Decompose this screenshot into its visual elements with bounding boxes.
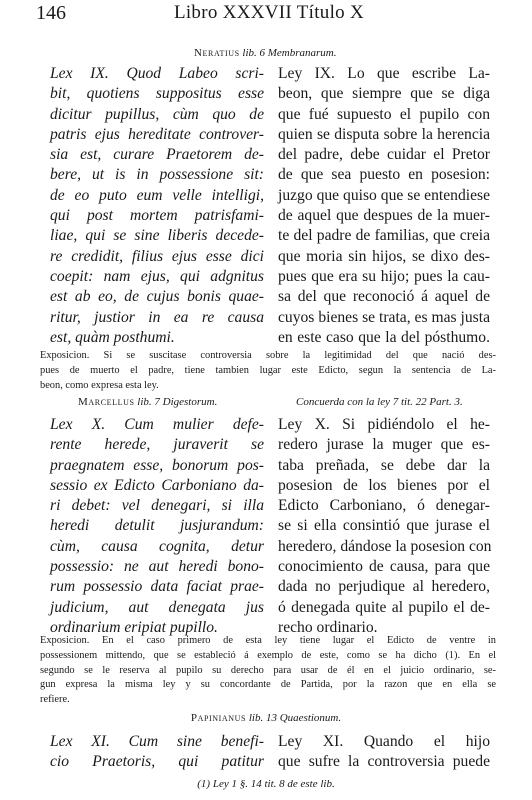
text-line: recho ordinario. bbox=[278, 618, 378, 636]
text-line: cùm, causa cognita, detur bbox=[50, 537, 264, 555]
text-line: de eo puto eum velle intelligi, bbox=[50, 186, 264, 204]
footnote: (1) Ley 1 §. 14 tit. 8 de este lib. bbox=[197, 778, 335, 790]
spanish-text-ley-11 bbox=[278, 732, 490, 773]
text-line: rente herede, juraverit se bbox=[50, 436, 264, 454]
text-line: est ab eo, de cujus bonis quae- bbox=[50, 288, 264, 306]
text-line: en este caso que la del pósthumo. bbox=[278, 328, 490, 346]
text-line: sia est, curare Praetorem de- bbox=[50, 146, 264, 164]
text-line: rum possessio data faciat prae- bbox=[50, 578, 264, 596]
latin-text-lex-9 bbox=[50, 64, 264, 348]
author-attribution-papinianus: Papinianus lib. 13 Quaestionum. bbox=[190, 712, 342, 724]
text-line: heredero, dándose la posesion con bbox=[278, 537, 492, 555]
text-line: possessio: ne aut heredi bono- bbox=[50, 558, 264, 576]
text-line: cuyos bienes se trata, es mas justa bbox=[278, 308, 490, 326]
text-line: quien se disputa sobre la herencia bbox=[278, 125, 490, 143]
text-line: beon, como expresa esta ley. bbox=[40, 379, 159, 391]
spanish-text-ley-9 bbox=[278, 64, 490, 348]
text-line: dada no perjudique al heredero, bbox=[278, 578, 490, 596]
text-line: judicium, aut denegata jus bbox=[50, 598, 264, 616]
text-line: del padre, debe cuidar el Pretor bbox=[278, 146, 490, 164]
text-line: patris ejus hereditate controver- bbox=[50, 125, 264, 143]
text-line: gun expresa la misma ley y su concordante de Partida, por la razon que en ella se bbox=[40, 679, 496, 691]
text-line: posesion de los bienes por el bbox=[278, 476, 490, 494]
text-line: que fué supuesto el pupilo con bbox=[278, 105, 490, 123]
text-line: se si ella consintió que jurase el bbox=[278, 517, 490, 535]
text-line: Ley X. Si pidiéndolo el he- bbox=[278, 416, 490, 433]
page-header bbox=[36, 2, 502, 34]
page-title: Libro XXXVII Título X bbox=[173, 2, 365, 23]
text-line: Ley XI. Quando el hijo bbox=[278, 733, 490, 750]
text-line: ri debet: vel denegari, si illa bbox=[50, 497, 264, 515]
text-line: ritur, justior in ea re causa bbox=[50, 308, 264, 326]
author-attribution-neratius: Neratius lib. 6 Membranarum. bbox=[194, 47, 337, 59]
text-line: que sufre la controversia puede bbox=[278, 753, 490, 771]
text-line: sessio ex Edicto Carboniano da- bbox=[50, 476, 264, 494]
latin-text-lex-10 bbox=[50, 415, 264, 638]
text-line: coepit: nam ejus, qui adgnitus bbox=[50, 267, 264, 285]
latin-text-lex-11 bbox=[50, 732, 264, 773]
text-line: cio Praetoris, qui patitur bbox=[50, 753, 264, 771]
text-line: Lex X. Cum mulier defe- bbox=[50, 416, 264, 433]
text-line: bit, quotiens suppositus esse bbox=[50, 85, 264, 103]
text-line: segundo se le reserva al pupilo su derecho para usar de él en el juicio ordinario, se- bbox=[40, 664, 496, 676]
text-line: ó denegada quite al pupilo el de- bbox=[278, 598, 490, 616]
text-line: est, quàm posthumi. bbox=[50, 328, 175, 346]
text-line: sa del que reconoció á aquel de bbox=[278, 288, 490, 306]
text-line: re credidit, filius ejus esse dici bbox=[50, 247, 264, 265]
page-number: 146 bbox=[36, 2, 66, 24]
exposicion-lex-9 bbox=[40, 349, 496, 393]
text-line: de que sea puesto en posesion: bbox=[278, 166, 490, 184]
author-attribution-marcellus: Marcellus lib. 7 Digestorum. bbox=[78, 396, 218, 408]
text-line: possessionem mittendo, que se estableció á exemplo de este, como se ha dicho (1). En el bbox=[40, 649, 496, 661]
text-line: praegnatem esse, bonorum pos- bbox=[50, 456, 264, 474]
text-line: redero jurase la muger que es- bbox=[278, 436, 490, 454]
text-line: Exposicion. Si se suscitase controversia sobre la legitimidad del que nació des- bbox=[40, 350, 496, 361]
text-line: beon, que siempre que se diga bbox=[278, 85, 490, 103]
text-line: qui post mortem patrisfami- bbox=[50, 207, 264, 225]
text-line: Lex IX. Quod Labeo scri- bbox=[50, 65, 264, 82]
text-line: pues de muerto el padre, tiene tambien lugar este Edicto, segun la sentencia de La- bbox=[40, 364, 496, 376]
text-line: dicitur pupillus, cùm quo de bbox=[50, 105, 264, 123]
text-line: pues que era su hijo; pues la cau- bbox=[278, 267, 490, 285]
text-line: de aquel que despues de la muer- bbox=[278, 207, 490, 225]
text-line: te del padre de familias, que creia bbox=[278, 227, 490, 245]
text-line: Exposicion. En el caso primero de esta ley tiene lugar el Edicto de ventre in bbox=[40, 635, 496, 646]
text-line: que moria sin hijos, se dixo des- bbox=[278, 247, 490, 265]
concordance-note: Concuerda con la ley 7 tit. 22 Part. 3. bbox=[296, 396, 463, 408]
text-line: refiere. bbox=[40, 694, 70, 706]
spanish-text-ley-10 bbox=[278, 415, 490, 638]
exposicion-lex-10 bbox=[40, 634, 496, 708]
text-line: conocimiento de causa, para que bbox=[278, 558, 490, 576]
text-line: heredi detulit jusjurandum: bbox=[50, 517, 264, 535]
text-line: ordinarium eripiat pupillo. bbox=[50, 618, 218, 636]
text-line: Edicto Carboniano, ó denegar- bbox=[278, 497, 490, 515]
text-line: Ley IX. Lo que escribe La- bbox=[278, 65, 490, 82]
text-line: taba preñada, se debe dar la bbox=[278, 456, 490, 474]
text-line: liae, qui se sine liberis decede- bbox=[50, 227, 264, 245]
text-line: Lex XI. Cum sine benefi- bbox=[50, 733, 264, 750]
text-line: bere, ut is in possessione sit: bbox=[50, 166, 264, 184]
text-line: juzgo que quiso que se entendiese bbox=[278, 186, 490, 204]
